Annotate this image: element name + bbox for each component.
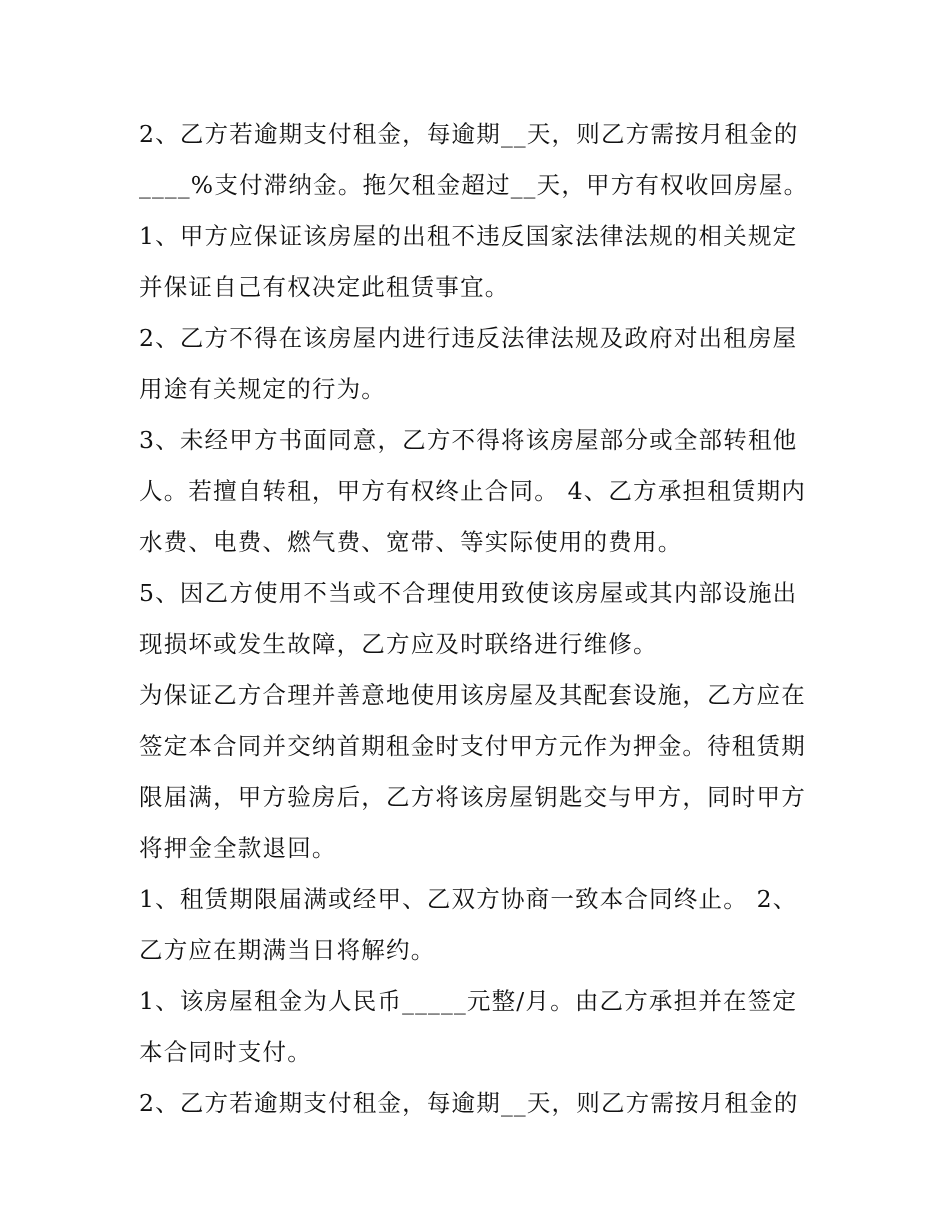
text-line: 乙方应在期满当日将解约。 — [139, 936, 436, 964]
text-line: 2、乙方若逾期支付租金，每逾期__天，则乙方需按月租金的 — [139, 1089, 799, 1117]
paragraph-late-payment-2 — [139, 1078, 819, 1129]
text-line: 将押金全款退回。 — [139, 834, 337, 862]
text-line: 1、甲方应保证该房屋的出租不违反国家法律法规的相关规定 — [139, 222, 798, 250]
text-line: ____%支付滞纳金。拖欠租金超过__天，甲方有权收回房屋。 — [139, 171, 809, 199]
text-line: 1、租赁期限届满或经甲、乙双方协商一致本合同终止。 2、 — [139, 885, 798, 913]
text-line: 并保证自己有权决定此租赁事宜。 — [139, 273, 510, 301]
paragraph-termination — [139, 874, 819, 976]
text-line: 1、该房屋租金为人民币_____元整/月。由乙方承担并在签定 — [139, 987, 798, 1015]
paragraph-damage-repair — [139, 568, 819, 670]
paragraph-rent-amount — [139, 976, 819, 1078]
text-line: 本合同时支付。 — [139, 1038, 312, 1066]
text-line: 为保证乙方合理并善意地使用该房屋及其配套设施，乙方应在 — [139, 681, 806, 709]
paragraph-late-payment-1 — [139, 109, 819, 211]
text-line: 2、乙方不得在该房屋内进行违反法律法规及政府对出租房屋 — [139, 324, 798, 352]
text-line: 2、乙方若逾期支付租金，每逾期__天，则乙方需按月租金的 — [139, 120, 799, 148]
text-line: 用途有关规定的行为。 — [139, 375, 386, 403]
text-line: 签定本合同并交纳首期租金时支付甲方元作为押金。待租赁期 — [139, 732, 806, 760]
text-line: 现损坏或发生故障，乙方应及时联络进行维修。 — [139, 630, 658, 658]
text-line: 3、未经甲方书面同意，乙方不得将该房屋部分或全部转租他 — [139, 426, 798, 454]
paragraph-sublease-and-utilities — [139, 415, 819, 568]
paragraph-landlord-guarantee — [139, 211, 819, 313]
text-line: 人。若擅自转租，甲方有权终止合同。 4、乙方承担租赁期内 — [139, 477, 807, 505]
paragraph-tenant-prohibition — [139, 313, 819, 415]
text-line: 限届满，甲方验房后，乙方将该房屋钥匙交与甲方，同时甲方 — [139, 783, 806, 811]
text-line: 水费、电费、燃气费、宽带、等实际使用的费用。 — [139, 528, 683, 556]
document-body — [139, 109, 819, 1129]
text-line: 5、因乙方使用不当或不合理使用致使该房屋或其内部设施出 — [139, 579, 798, 607]
paragraph-deposit — [139, 670, 819, 874]
